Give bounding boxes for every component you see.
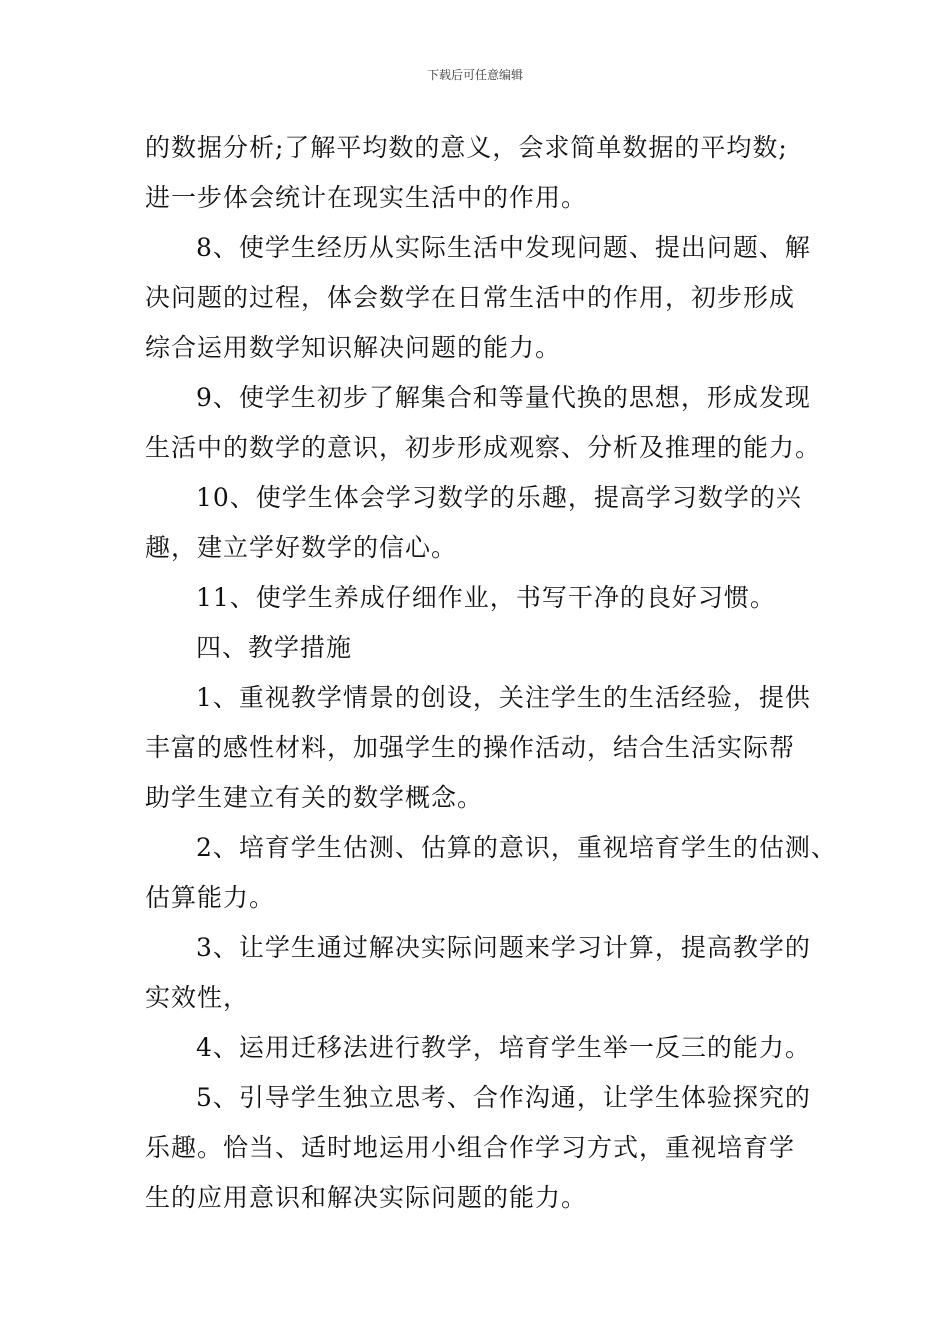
text-line: 3、让学生通过解决实际问题来学习计算，提高教学的 [196,933,811,962]
section-heading: 四、教学措施 [196,633,353,662]
text-line: 9、使学生初步了解集合和等量代换的思想，形成发现 [196,383,811,412]
text-line: 1、重视教学情景的创设，关注学生的生活经验，提供 [196,683,811,712]
text-line: 丰富的感性材料，加强学生的操作活动，结合生活实际帮 [145,733,796,762]
text-line: 11、使学生养成仔细作业，书写干净的良好习惯。 [196,583,776,612]
text-line: 生活中的数学的意识，初步形成观察、分析及推理的能力。 [145,433,822,462]
text-line: 的数据分析;了解平均数的意义，会求简单数据的平均数; [145,133,788,162]
text-line: 8、使学生经历从实际生活中发现问题、提出问题、解 [196,233,811,262]
text-line: 决问题的过程，体会数学在日常生活中的作用，初步形成 [145,283,796,312]
text-line: 10、使学生体会学习数学的乐趣，提高学习数学的兴 [196,483,802,512]
text-line: 助学生建立有关的数学概念。 [145,783,484,812]
text-line: 实效性， [145,983,250,1012]
text-line: 趣，建立学好数学的信心。 [145,533,458,562]
text-line: 综合运用数学知识解决问题的能力。 [145,333,562,362]
text-line: 4、运用迁移法进行教学，培育学生举一反三的能力。 [196,1033,811,1062]
text-line: 5、引导学生独立思考、合作沟通，让学生体验探究的 [196,1083,811,1112]
text-line: 估算能力。 [145,883,276,912]
text-line: 乐趣。恰当、适时地运用小组合作学习方式，重视培育学 [145,1133,796,1162]
text-line: 2、培育学生估测、估算的意识，重视培育学生的估测、 [196,833,837,862]
page-header: 下载后可任意编辑 [426,68,523,82]
text-line: 生的应用意识和解决实际问题的能力。 [145,1183,588,1212]
text-line: 进一步体会统计在现实生活中的作用。 [145,183,588,212]
